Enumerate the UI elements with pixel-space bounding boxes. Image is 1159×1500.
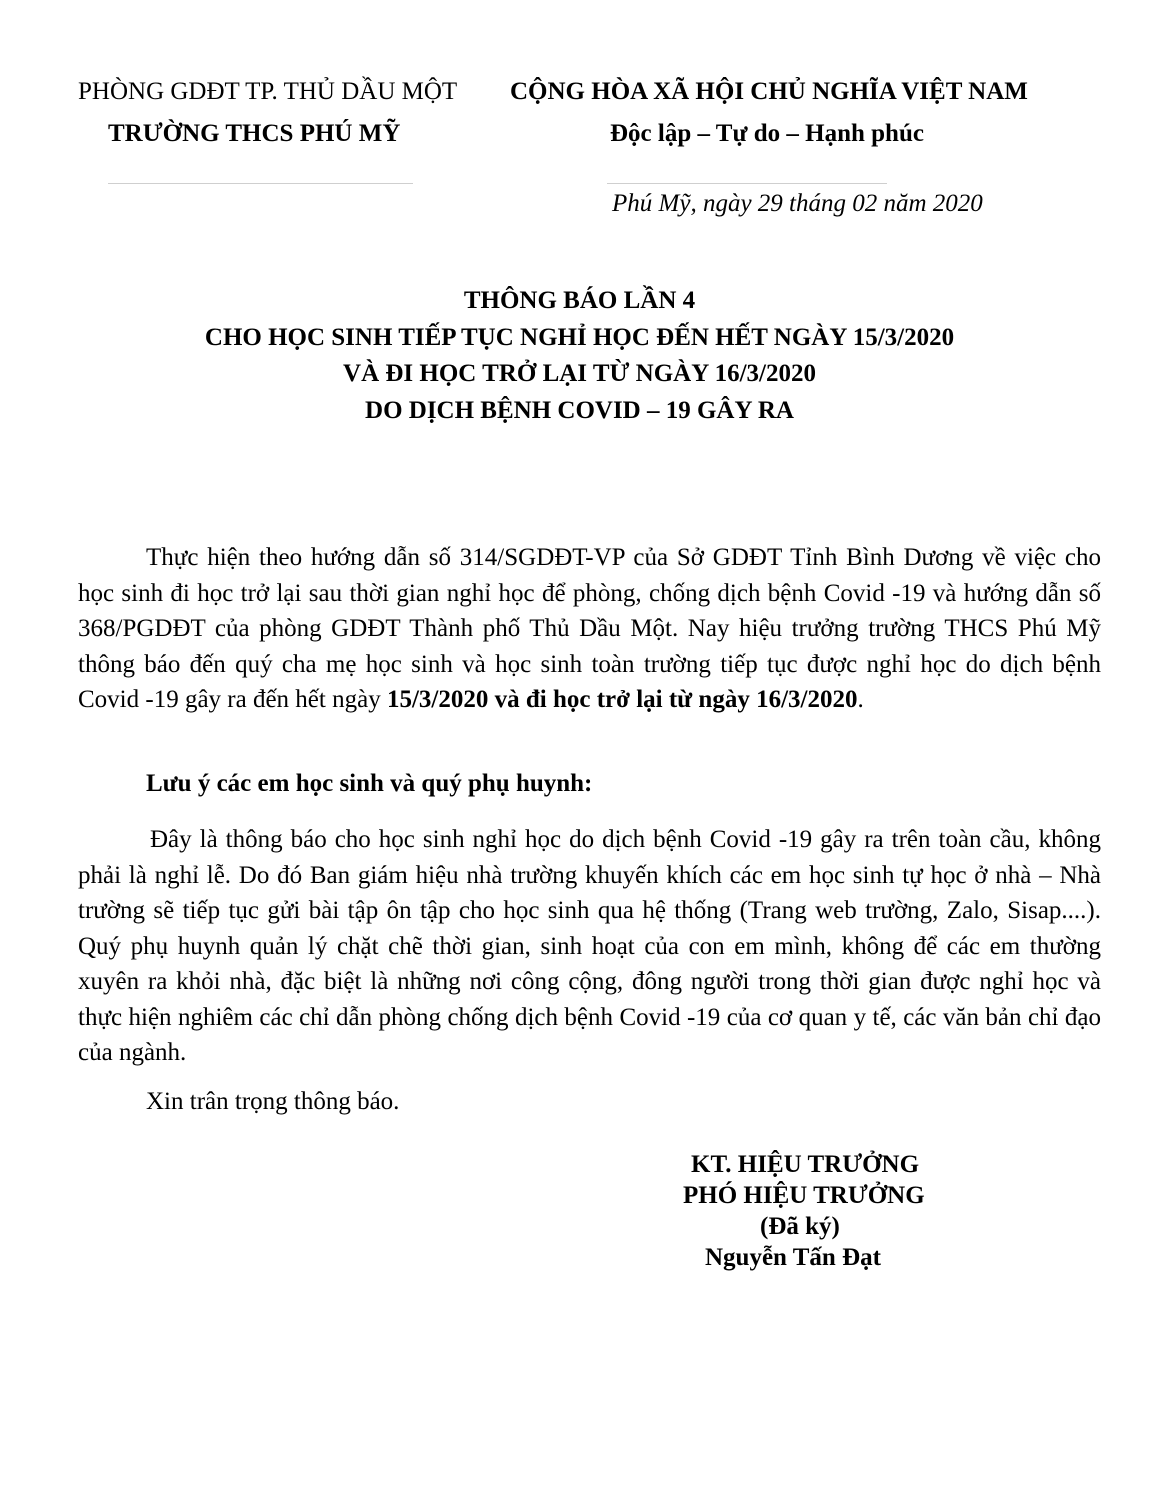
header-divider-left (108, 183, 413, 184)
document-title (0, 283, 1159, 429)
national-motto: Độc lập – Tự do – Hạnh phúc (610, 120, 924, 147)
school-name: TRƯỜNG THCS PHÚ MỸ (108, 120, 401, 147)
signatory-name: Nguyễn Tấn Đạt (705, 1244, 881, 1271)
title-line-1: THÔNG BÁO LẦN 4 (463, 287, 696, 314)
country-name: CỘNG HÒA XÃ HỘI CHỦ NGHĨA VIỆT NAM (510, 78, 1028, 105)
title-line-2: CHO HỌC SINH TIẾP TỤC NGHỈ HỌC ĐẾN HẾT NGÀY 15/3/2020 (204, 323, 955, 351)
department-name: PHÒNG GDĐT TP. THỦ DẦU MỘT (78, 78, 458, 105)
body-paragraph-1 (78, 540, 1101, 718)
title-line-3: VÀ ĐI HỌC TRỞ LẠI TỪ NGÀY 16/3/2020 (343, 360, 816, 387)
signature-status: (Đã ký) (760, 1213, 840, 1240)
header-divider-right (607, 183, 887, 184)
signature-title-1: KT. HIỆU TRƯỞNG (691, 1151, 920, 1178)
document-date: Phú Mỹ, ngày 29 tháng 02 năm 2020 (612, 190, 983, 217)
paragraph-1-text: Thực hiện theo hướng dẫn số 314/SGDĐT-VP của Sở GDĐT Tỉnh Bình Dương về việc cho học sinh đi học trở lại sau thời gian nghỉ học để phòng, chống dịch bệnh Covid -19 và hướng dẫn số 368/PGDĐT của phòng GDĐT Thành phố Thủ Dầu Một. Nay hiệu trưởng trường THCS Phú Mỹ thông báo đến quý cha mẹ học sinh và học sinh toàn trường tiếp tục được nghỉ học do dịch bệnh Covid -19 gây ra đến hết ngày (78, 544, 1101, 713)
body-paragraph-2: Đây là thông báo cho học sinh nghỉ học do dịch bệnh Covid -19 gây ra trên toàn cầu, không phải là nghỉ lễ. Do đó Ban giám hiệu nhà trường khuyến khích các em học sinh tự học ở nhà – Nhà trường sẽ tiếp tục gửi bài tập ôn tập cho học sinh qua hệ thống (Trang web trường, Zalo, Sisap....). Quý phụ huynh quản lý chặt chẽ thời gian, sinh hoạt của con em mình, không để các em thường xuyên ra khỏi nhà, đặc biệt là những nơi công cộng, đông người trong thời gian được nghỉ học và thực hiện nghiêm các chỉ dẫn phòng chống dịch bệnh Covid -19 của cơ quan y tế, các văn bản chỉ đạo của ngành. (78, 826, 1101, 1066)
paragraph-1-end: . (857, 686, 864, 713)
note-heading: Lưu ý các em học sinh và quý phụ huynh: (146, 770, 593, 797)
paragraph-1-bold-dates: 15/3/2020 và đi học trở lại từ ngày 16/3/2020 (386, 686, 858, 713)
signature-title-2: PHÓ HIỆU TRƯỞNG (683, 1182, 925, 1209)
title-line-4: DO DỊCH BỆNH COVID – 19 GÂY RA (365, 396, 794, 424)
closing-line: Xin trân trọng thông báo. (146, 1088, 400, 1115)
